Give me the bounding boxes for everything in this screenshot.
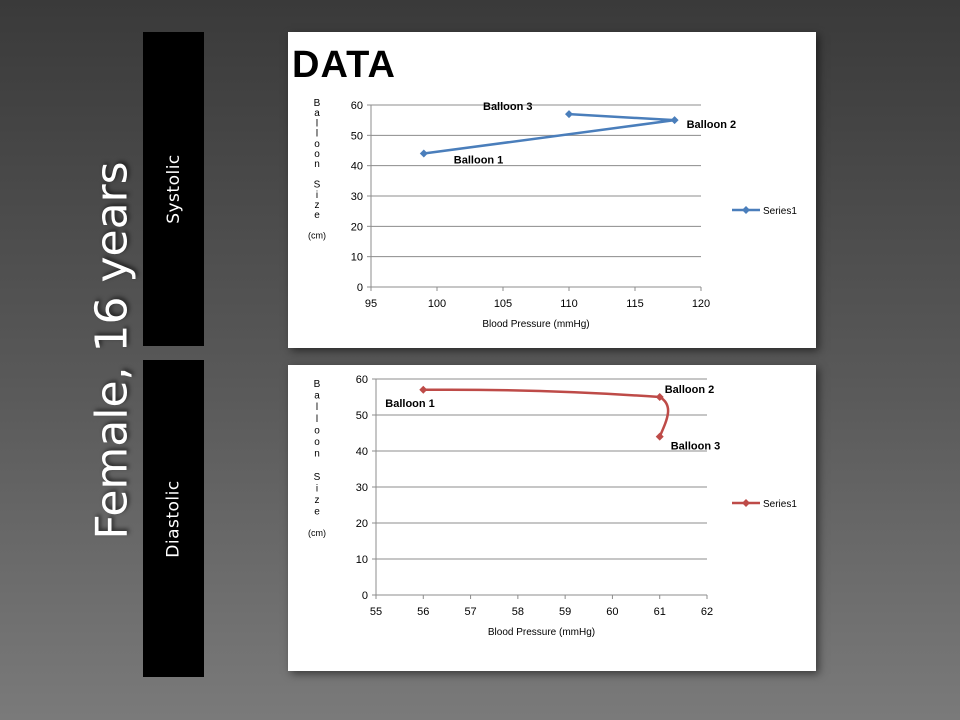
y-axis-label-letter: e — [314, 210, 320, 222]
x-tick-label: 56 — [417, 606, 430, 618]
y-axis-label-letter: l — [315, 402, 319, 414]
y-axis-label-letter: z — [314, 495, 320, 506]
y-tick-label: 60 — [355, 374, 368, 386]
y-tick-label: 10 — [350, 251, 363, 264]
y-axis-label-letter: i — [315, 189, 319, 201]
x-axis-label: Blood Pressure (mmHg) — [482, 319, 590, 330]
x-tick-label: 60 — [606, 606, 619, 618]
diastolic-chart-panel — [288, 365, 816, 671]
y-axis-label-letter: S — [313, 471, 321, 483]
y-axis-label-letter: i — [315, 483, 319, 495]
y-tick-label: 0 — [356, 282, 363, 294]
x-axis-label: Blood Pressure (mmHg) — [487, 627, 596, 638]
y-axis-label-letter: z — [314, 200, 320, 211]
data-point-marker — [656, 433, 664, 441]
y-tick-label: 60 — [350, 100, 363, 112]
slide-title: Female, 16 years — [86, 160, 138, 540]
y-axis-unit: (cm) — [308, 528, 326, 539]
x-tick-label: 55 — [369, 606, 383, 618]
y-axis-label-letter: a — [314, 108, 320, 120]
y-axis-unit: (cm) — [308, 230, 326, 241]
systolic-section-bar — [143, 32, 204, 346]
y-axis-label-letter: o — [314, 149, 320, 160]
diastolic-section-label: Diastolic — [163, 479, 184, 558]
y-axis-label-letter: l — [315, 118, 319, 130]
y-axis-label-letter: B — [313, 98, 321, 109]
y-tick-label: 40 — [355, 446, 368, 458]
y-axis-label-letter: o — [314, 138, 320, 150]
series-line — [423, 390, 668, 437]
y-axis-label-letter: B — [313, 379, 321, 390]
y-axis-label-letter: o — [314, 437, 320, 448]
y-tick-label: 20 — [350, 221, 363, 234]
x-tick-label: 100 — [427, 298, 447, 310]
diastolic-chart — [288, 365, 816, 671]
data-label: Balloon 1 — [453, 154, 504, 167]
data-label: Balloon 3 — [483, 101, 533, 114]
x-tick-label: 105 — [493, 298, 513, 310]
data-point-marker — [419, 386, 427, 394]
x-tick-label: 59 — [559, 606, 572, 618]
x-tick-label: 95 — [364, 298, 378, 310]
y-tick-label: 10 — [355, 554, 368, 566]
y-tick-label: 40 — [350, 160, 363, 173]
y-tick-label: 30 — [350, 191, 363, 203]
y-axis-label-letter: a — [314, 390, 320, 402]
y-axis-label-letter: l — [315, 128, 319, 140]
x-tick-label: 62 — [700, 606, 714, 618]
y-axis-label-letter: S — [313, 179, 321, 191]
x-tick-label: 120 — [691, 298, 711, 310]
diastolic-section-bar — [143, 360, 204, 677]
x-tick-label: 58 — [511, 606, 524, 618]
data-point-marker — [420, 150, 428, 158]
y-tick-label: 20 — [355, 518, 368, 530]
series-line — [424, 114, 675, 153]
y-tick-label: 50 — [355, 410, 368, 422]
legend-marker — [742, 206, 750, 214]
x-tick-label: 57 — [464, 606, 477, 618]
legend-marker — [742, 499, 750, 507]
legend-label: Series1 — [763, 206, 797, 217]
y-tick-label: 0 — [361, 590, 368, 602]
y-tick-label: 30 — [355, 482, 368, 494]
y-axis-label-letter: e — [314, 506, 320, 518]
y-axis-label-letter: n — [314, 448, 320, 460]
systolic-section-label: Systolic — [163, 154, 184, 224]
x-tick-label: 61 — [653, 606, 666, 618]
y-axis-label-letter: l — [315, 413, 319, 425]
data-label: Balloon 2 — [664, 384, 715, 396]
data-label: Balloon 1 — [385, 397, 435, 410]
data-heading: DATA — [292, 44, 396, 86]
legend-label: Series1 — [763, 499, 797, 510]
data-label: Balloon 2 — [686, 119, 737, 132]
y-tick-label: 50 — [350, 130, 363, 143]
y-axis-label-letter: n — [314, 159, 320, 171]
data-point-marker — [565, 110, 573, 118]
data-point-marker — [671, 116, 679, 124]
x-tick-label: 110 — [560, 298, 578, 310]
y-axis-label-letter: o — [314, 425, 320, 437]
data-label: Balloon 3 — [670, 440, 721, 453]
x-tick-label: 115 — [626, 298, 644, 310]
